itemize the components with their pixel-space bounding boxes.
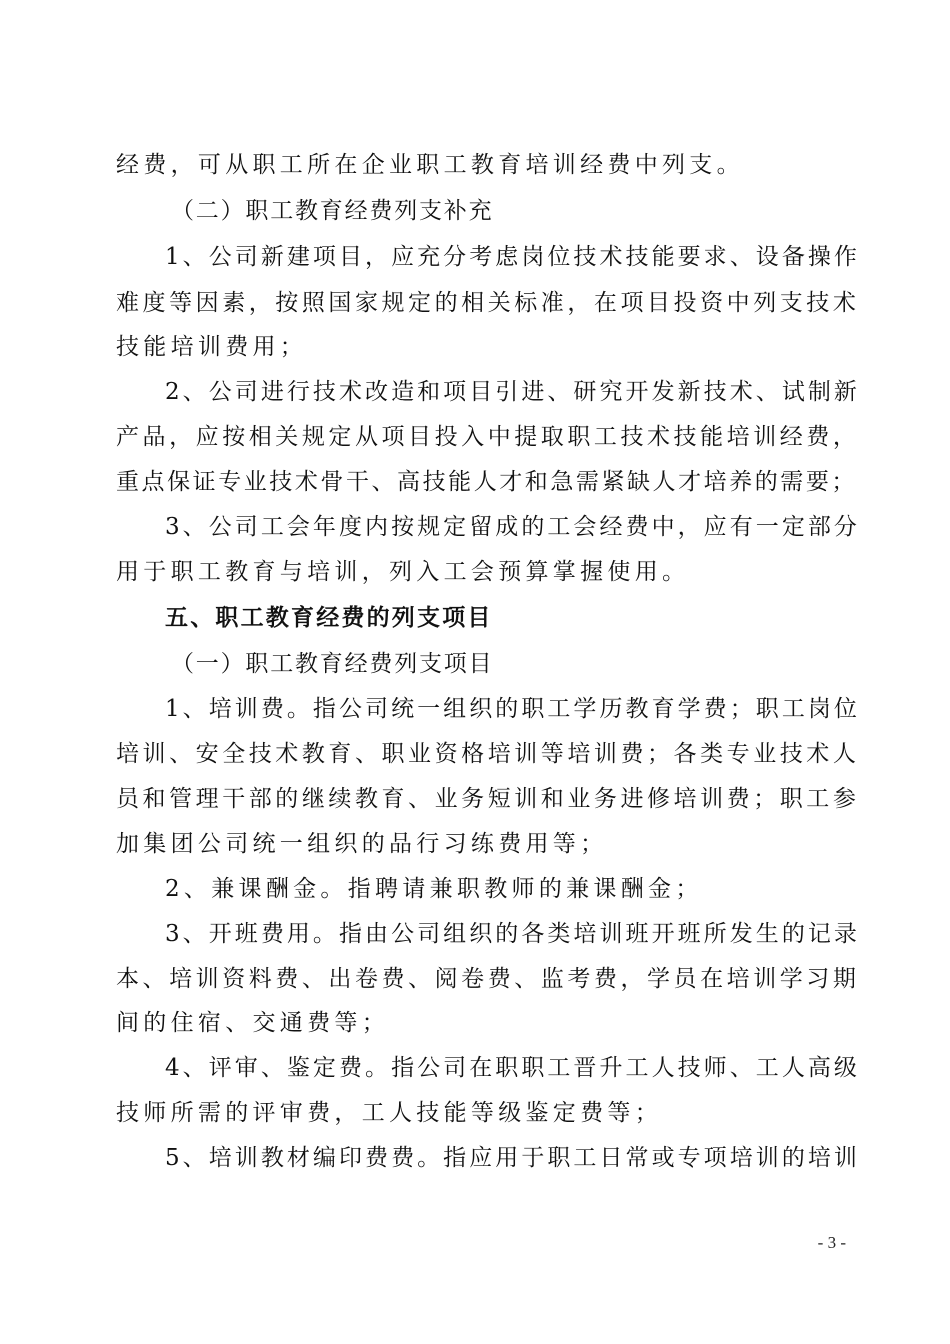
- paragraph-line: 4、评审、鉴定费。指公司在职职工晋升工人技师、工人高级: [165, 1055, 860, 1081]
- paragraph-line: 3、开班费用。指由公司组织的各类培训班开班所发生的记录: [165, 921, 860, 947]
- subsection-heading: （一）职工教育经费列支项目: [171, 651, 494, 677]
- paragraph-line: 员和管理干部的继续教育、业务短训和业务进修培训费；职工参: [116, 786, 860, 812]
- paragraph-line: 重点保证专业技术骨干、高技能人才和急需紧缺人才培养的需要；: [116, 469, 857, 495]
- paragraph-line: 1、公司新建项目，应充分考虑岗位技术技能要求、设备操作: [165, 244, 860, 270]
- section-heading: 五、职工教育经费的列支项目: [165, 605, 493, 631]
- paragraph-line: 2、兼课酬金。指聘请兼职教师的兼课酬金；: [165, 876, 703, 902]
- paragraph-line: 用于职工教育与培训，列入工会预算掌握使用。: [116, 559, 690, 585]
- paragraph-line: 5、培训教材编印费费。指应用于职工日常或专项培训的培训: [165, 1145, 860, 1171]
- paragraph-line: 加集团公司统一组织的品行习练费用等；: [116, 831, 608, 857]
- paragraph-line: 本、培训资料费、出卷费、阅卷费、监考费，学员在培训学习期: [116, 966, 860, 992]
- paragraph-line: 1、培训费。指公司统一组织的职工学历教育学费；职工岗位: [165, 696, 860, 722]
- paragraph-line: 2、公司进行技术改造和项目引进、研究开发新技术、试制新: [165, 379, 860, 405]
- paragraph-line: 技师所需的评审费，工人技能等级鉴定费等；: [116, 1100, 662, 1126]
- paragraph-line: 3、公司工会年度内按规定留成的工会经费中，应有一定部分: [165, 514, 860, 540]
- paragraph-line: 产品，应按相关规定从项目投入中提取职工技术技能培训经费，: [116, 424, 860, 450]
- paragraph-line: 难度等因素，按照国家规定的相关标准，在项目投资中列支技术: [116, 290, 860, 316]
- page-number: - 3 -: [817, 1233, 846, 1252]
- paragraph-line: 技能培训费用；: [116, 334, 308, 360]
- paragraph-line: 间的住宿、交通费等；: [116, 1010, 389, 1036]
- subsection-heading: （二）职工教育经费列支补充: [171, 198, 494, 224]
- paragraph-line: 经费，可从职工所在企业职工教育培训经费中列支。: [116, 152, 744, 178]
- paragraph-line: 培训、安全技术教育、职业资格培训等培训费；各类专业技术人: [116, 741, 860, 767]
